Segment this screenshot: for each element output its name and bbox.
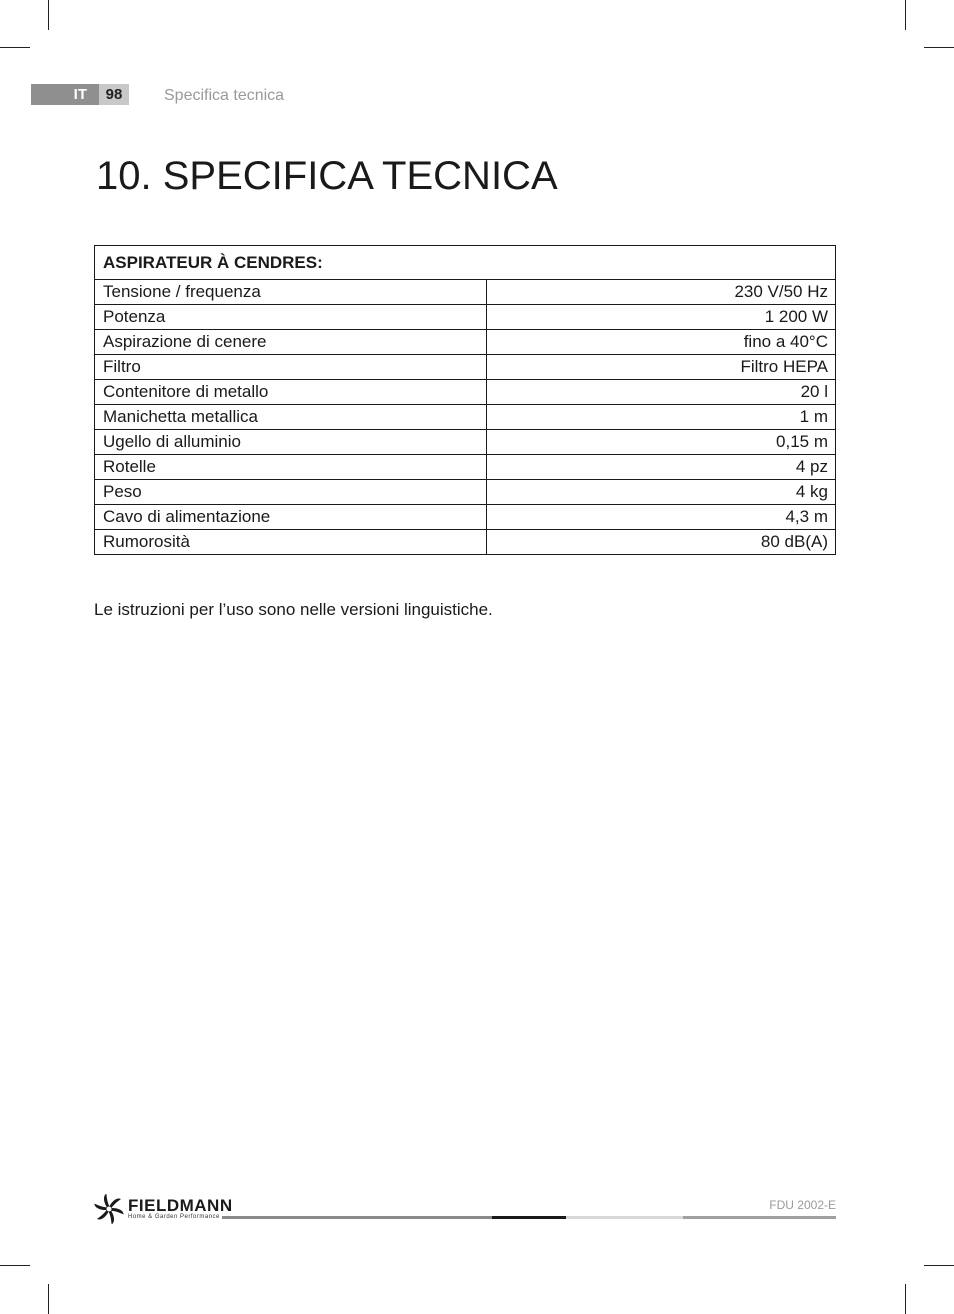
table-row — [95, 530, 836, 555]
spec-value: 4 pz — [487, 455, 836, 480]
spec-value: 0,15 m — [487, 430, 836, 455]
table-row — [95, 355, 836, 380]
spec-label: Manichetta metallica — [95, 405, 487, 430]
spec-value: Filtro HEPA — [487, 355, 836, 380]
crop-mark — [924, 1265, 954, 1266]
footer-bar — [566, 1216, 683, 1219]
spec-label: Rotelle — [95, 455, 487, 480]
spec-value: 4,3 m — [487, 505, 836, 530]
spec-value: 1 m — [487, 405, 836, 430]
spec-label: Cavo di alimentazione — [95, 505, 487, 530]
crop-mark — [905, 1284, 906, 1314]
spec-value: 1 200 W — [487, 305, 836, 330]
table-row — [95, 305, 836, 330]
table-row — [95, 380, 836, 405]
table-row — [95, 505, 836, 530]
crop-mark — [48, 1284, 49, 1314]
table-row — [95, 455, 836, 480]
crop-mark — [0, 47, 30, 48]
footer-bar — [222, 1216, 492, 1219]
table-row — [95, 330, 836, 355]
spec-label: Aspirazione di cenere — [95, 330, 487, 355]
spec-value: 20 l — [487, 380, 836, 405]
spec-value: 80 dB(A) — [487, 530, 836, 555]
language-note: Le istruzioni per l’uso sono nelle versioni linguistiche. — [94, 600, 493, 619]
spec-label: Ugello di alluminio — [95, 430, 487, 455]
spec-value: 4 kg — [487, 480, 836, 505]
spec-table-heading: ASPIRATEUR À CENDRES: — [95, 246, 836, 280]
page-number: 98 — [99, 84, 129, 105]
spec-label: Peso — [95, 480, 487, 505]
brand-tagline: Home & Garden Performance — [128, 1214, 220, 1220]
footer-bar — [683, 1216, 836, 1219]
spec-label: Rumorosità — [95, 530, 487, 555]
crop-mark — [48, 0, 49, 30]
spec-label: Filtro — [95, 355, 487, 380]
brand-name: FIELDMANN — [128, 1196, 233, 1215]
language-badge: IT — [31, 84, 99, 105]
footer-bar — [492, 1216, 566, 1219]
crop-mark — [905, 0, 906, 30]
table-row — [95, 405, 836, 430]
crop-mark — [0, 1265, 30, 1266]
crop-mark — [924, 47, 954, 48]
page-title: 10. SPECIFICA TECNICA — [96, 154, 558, 198]
table-row — [95, 480, 836, 505]
spec-label: Contenitore di metallo — [95, 380, 487, 405]
spec-table — [94, 245, 836, 555]
table-row — [95, 280, 836, 305]
table-row — [95, 430, 836, 455]
spec-label: Tensione / frequenza — [95, 280, 487, 305]
spec-value: 230 V/50 Hz — [487, 280, 836, 305]
spec-label: Potenza — [95, 305, 487, 330]
section-title: Specifica tecnica — [164, 87, 285, 104]
model-number: FDU 2002-E — [769, 1198, 836, 1212]
spec-value: fino a 40°C — [487, 330, 836, 355]
fan-logo-icon — [94, 1194, 124, 1224]
